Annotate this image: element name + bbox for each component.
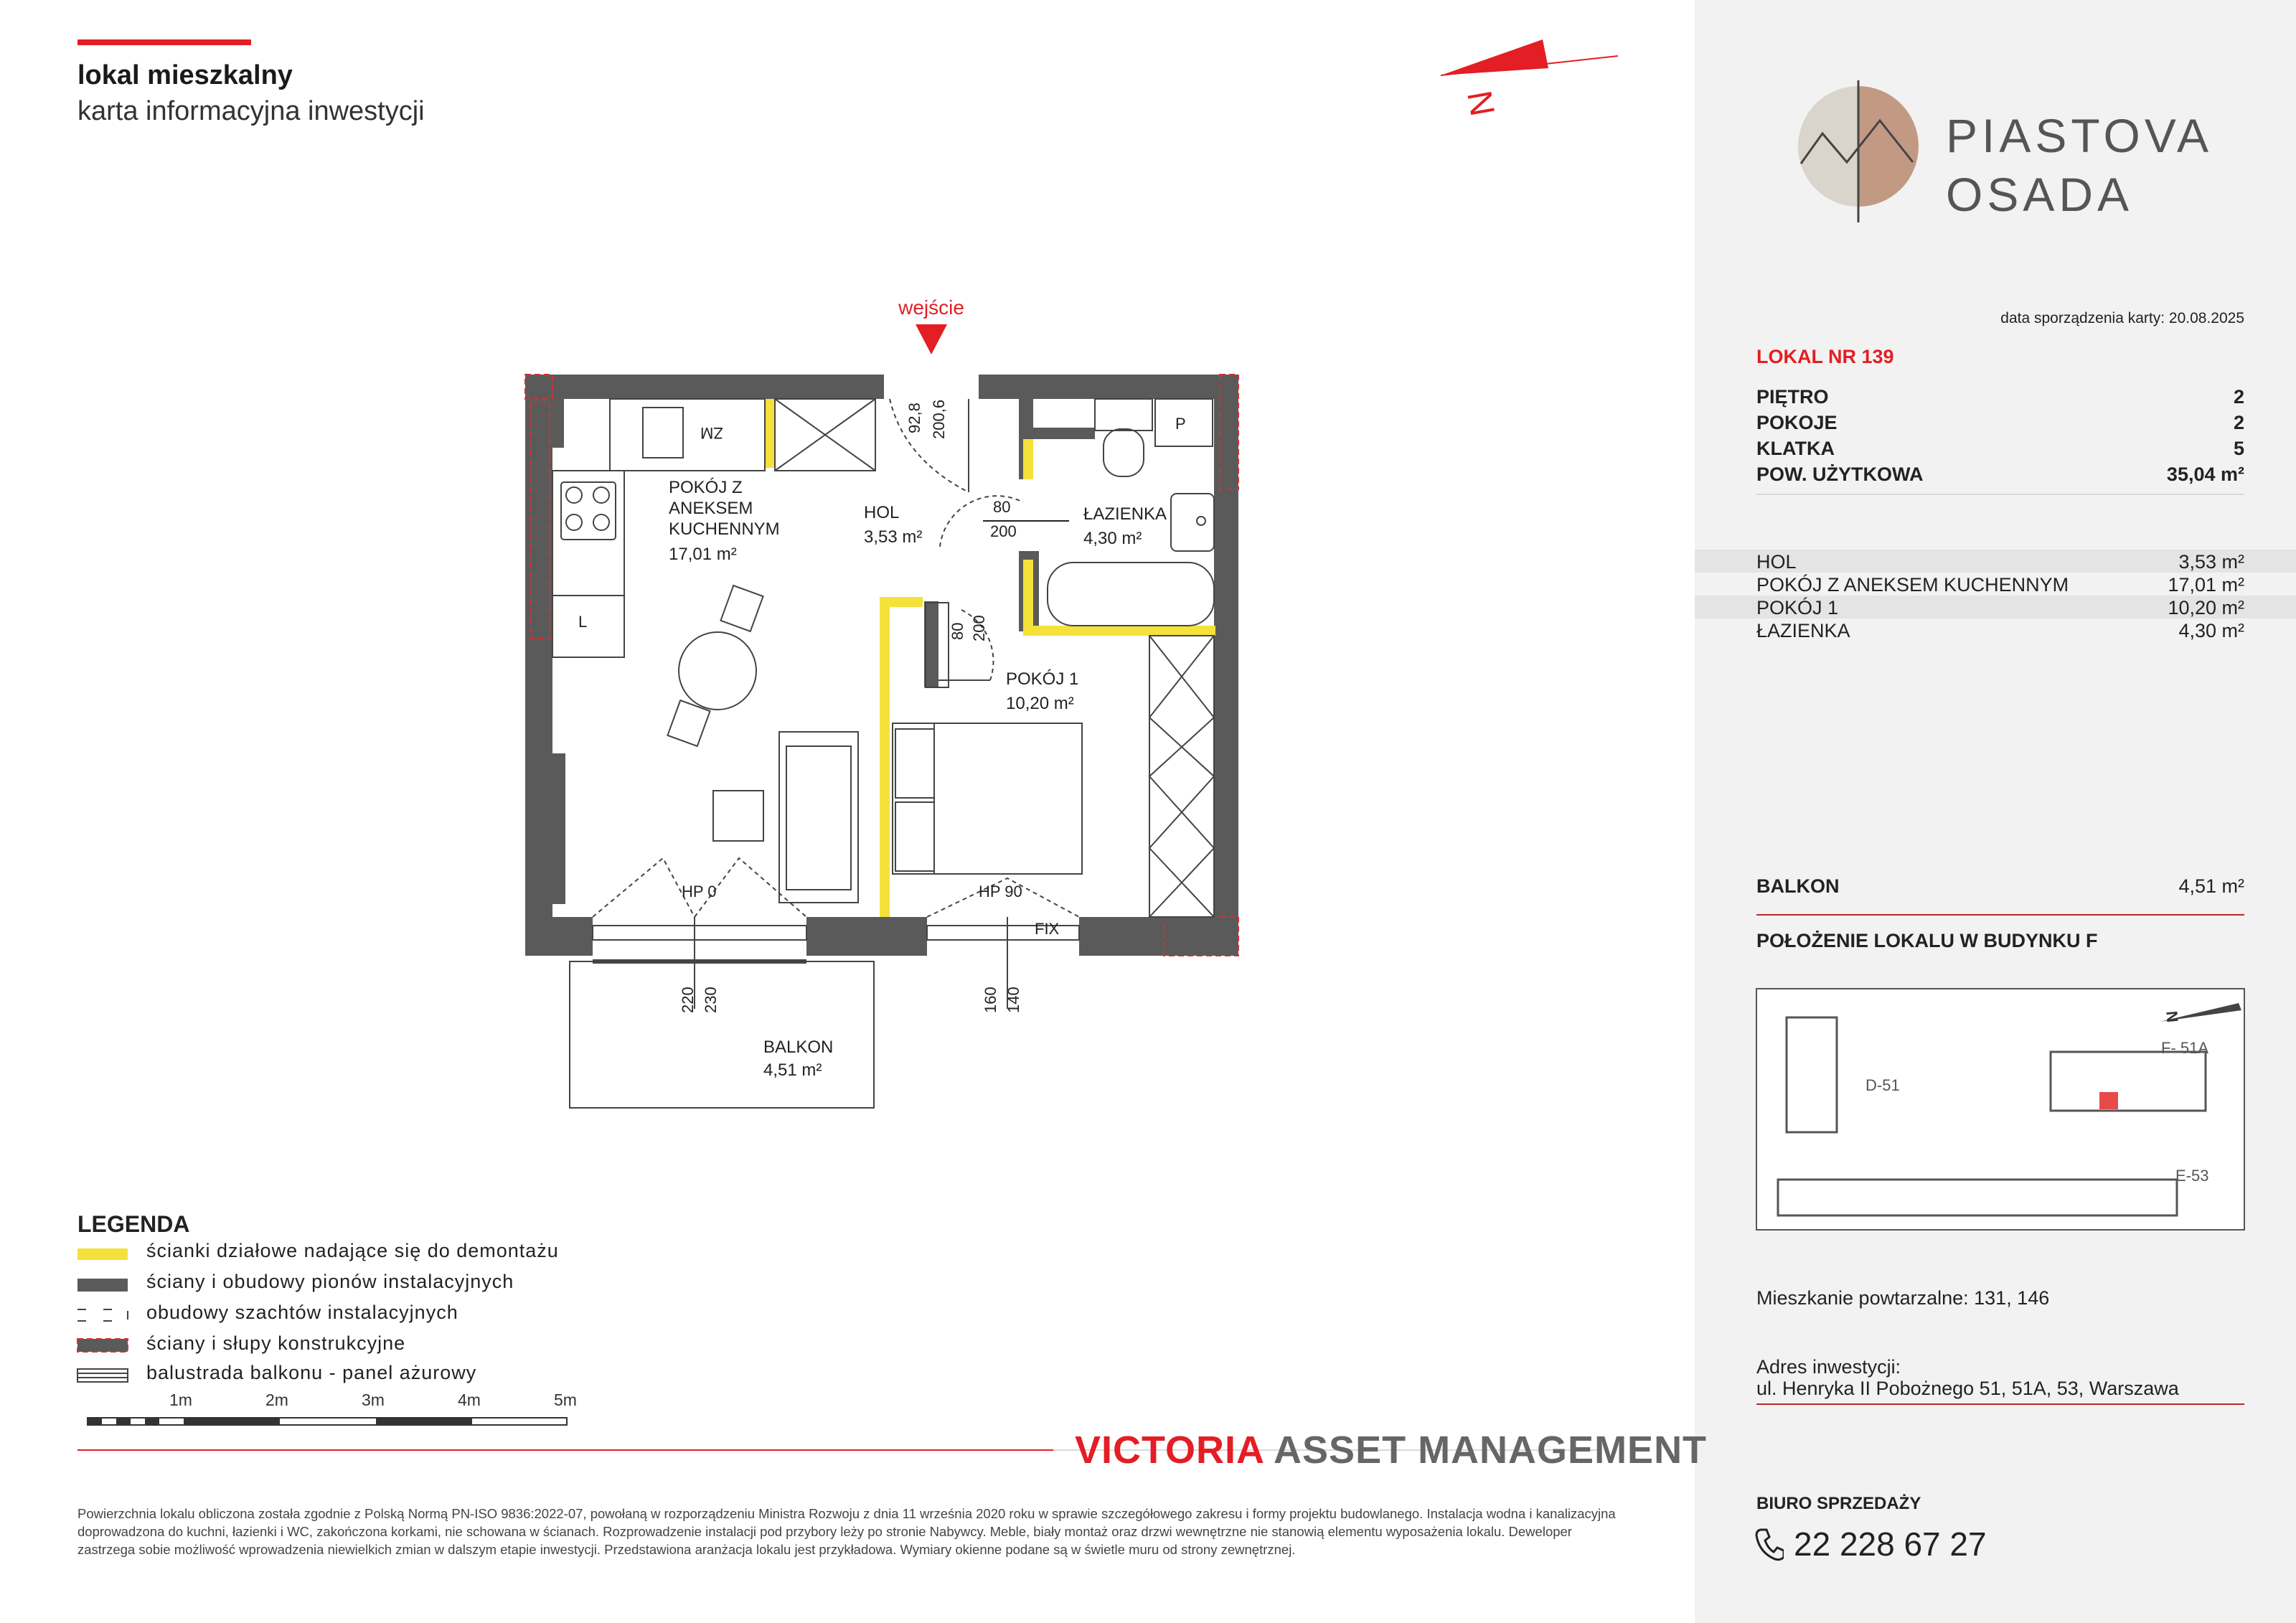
brand-name bbox=[1946, 106, 2213, 224]
scale-label: 5m bbox=[554, 1391, 577, 1409]
room-area: 3,53 m² bbox=[864, 527, 923, 547]
scale-bar bbox=[88, 1418, 567, 1425]
area-row: POKÓJ Z ANEKSEM KUCHENNYM 17,01 m² bbox=[1756, 574, 2244, 596]
room-label-bedroom bbox=[1006, 667, 1078, 716]
divider bbox=[1756, 1403, 2244, 1405]
page-title: lokal mieszkalny bbox=[77, 60, 293, 90]
site-north-label: N bbox=[2163, 1010, 2182, 1024]
fridge-label: L bbox=[578, 613, 588, 631]
sales-office-label: BIURO SPRZEDAŻY bbox=[1756, 1494, 1921, 1513]
dim-room-height: 200 bbox=[970, 615, 988, 641]
room-name-line: KUCHENNYM bbox=[669, 519, 780, 539]
developer-logo bbox=[1075, 1428, 1707, 1472]
balcony-row: BALKON 4,51 m² bbox=[1756, 875, 2244, 897]
room-area: 4,51 m² bbox=[763, 1060, 822, 1080]
shower-label: P bbox=[1175, 415, 1186, 433]
spec-row: POW. UŻYTKOWA 35,04 m² bbox=[1756, 464, 2244, 485]
dim-entry-height: 200,6 bbox=[930, 399, 948, 439]
scale-label: 3m bbox=[362, 1391, 385, 1409]
dim-entry-width: 92,8 bbox=[905, 403, 923, 433]
phone-number[interactable]: 22 228 67 27 bbox=[1794, 1525, 1987, 1563]
area-row: HOL 3,53 m² bbox=[1756, 551, 2244, 573]
site-label-e: E-53 bbox=[2175, 1167, 2209, 1185]
room-label-bathroom bbox=[1083, 502, 1167, 551]
brand-line: PIASTOVA bbox=[1946, 109, 2213, 162]
compass-label: N bbox=[1461, 88, 1503, 119]
legend-swatch-railing bbox=[77, 1369, 128, 1382]
legend-title: LEGENDA bbox=[77, 1211, 190, 1237]
address: ul. Henryka II Pobożnego 51, 51A, 53, Warszawa bbox=[1756, 1378, 2179, 1399]
legend-swatch-shaft bbox=[77, 1309, 128, 1321]
fixed-window-label: FIX bbox=[1035, 920, 1060, 938]
room-name-line: HOL bbox=[864, 503, 900, 522]
room-name-line: POKÓJ Z bbox=[669, 478, 743, 497]
location-title: POŁOŻENIE LOKALU W BUDYNKU F bbox=[1756, 930, 2098, 951]
entrance-arrow-icon bbox=[916, 324, 947, 354]
page-subtitle: karta informacyjna inwestycji bbox=[77, 96, 425, 126]
divider bbox=[1756, 494, 2244, 495]
room-area: 10,20 m² bbox=[1006, 694, 1074, 713]
room-label-living bbox=[669, 477, 780, 565]
dim-bath-width: 80 bbox=[993, 498, 1011, 516]
spec-row: POKOJE 2 bbox=[1756, 412, 2244, 433]
developer-name-red: VICTORIA bbox=[1075, 1429, 1264, 1472]
room-label-balcony bbox=[763, 1036, 833, 1082]
dim-balcony-door1-a: 220 bbox=[679, 987, 697, 1013]
brand-logo-icon bbox=[1798, 80, 1919, 222]
unit-title: LOKAL NR 139 bbox=[1756, 346, 1894, 367]
legend-swatch-demolish bbox=[77, 1248, 128, 1260]
area-row: POKÓJ 1 10,20 m² bbox=[1756, 597, 2244, 618]
site-label-f: F- 51A bbox=[2161, 1039, 2209, 1057]
brand-line: OSADA bbox=[1946, 168, 2134, 221]
phone-icon bbox=[1755, 1527, 1784, 1561]
site-label-d: D-51 bbox=[1866, 1076, 1900, 1094]
disclaimer: Powierzchnia lokalu obliczona została zgodnie z Polską Normą PN-ISO 9836:2022-07, powołaną w rozporządzeniu Ministra Rozwoju z dnia 11 września 2020 roku w sprawie szczegółowego zakresu i formy projektu budowlanego. Instalacja wodna i kanalizacyjna doprowadzona do kuchni, łazienki i WC, zakończona korkami, nie schowana w ścianach. Rozprowadzenie instalacji pod przybory leży po stronie Nabywcy. Meble, biały montaż oraz drzwi wewnętrzne nie stanowią elementu wyposażenia lokalu. Deweloper zastrzega sobie możliwość wprowadzenia niewielkich zmian w dalszym etapie inwestycji. Przedstawiona aranżacja lokalu jest przykładowa. Wymiary okienne podane są w świetle muru od strony zewnętrznej. bbox=[77, 1506, 1616, 1557]
developer-name-rest: ASSET MANAGEMENT bbox=[1274, 1429, 1708, 1472]
address-label: Adres inwestycji: bbox=[1756, 1356, 1901, 1378]
divider bbox=[1756, 914, 2244, 916]
washer-label: ZM bbox=[700, 424, 723, 442]
legend-swatches bbox=[77, 1248, 128, 1382]
room-area: 4,30 m² bbox=[1083, 529, 1142, 548]
legend-swatch-installation bbox=[77, 1279, 128, 1292]
room-label-hall bbox=[864, 501, 922, 550]
dim-balcony-door2-a: 160 bbox=[982, 987, 999, 1013]
dim-bath-height: 200 bbox=[990, 522, 1017, 540]
demolishable-walls bbox=[765, 399, 1215, 917]
compass-icon bbox=[1441, 39, 1618, 118]
date-label: data sporządzenia karty: 20.08.2025 bbox=[2000, 310, 2244, 326]
legend-swatch-structural bbox=[77, 1339, 128, 1352]
spec-row: PIĘTRO 2 bbox=[1756, 386, 2244, 408]
room-name-line: ŁAZIENKA bbox=[1083, 504, 1167, 524]
sill-height-1: HP 0 bbox=[682, 883, 717, 900]
scale-label: 1m bbox=[169, 1391, 192, 1409]
spec-row: KLATKA 5 bbox=[1756, 438, 2244, 459]
dim-balcony-door1-b: 230 bbox=[702, 987, 720, 1013]
room-name-line: POKÓJ 1 bbox=[1006, 669, 1079, 689]
sill-height-2: HP 90 bbox=[979, 883, 1022, 900]
site-map bbox=[1756, 989, 2244, 1230]
entrance-label: wejście bbox=[898, 296, 964, 319]
scale-label: 2m bbox=[265, 1391, 288, 1409]
dim-balcony-door2-b: 140 bbox=[1004, 987, 1022, 1013]
room-area: 17,01 m² bbox=[669, 545, 737, 564]
repeat-units: Mieszkanie powtarzalne: 131, 146 bbox=[1756, 1287, 2050, 1309]
area-row: ŁAZIENKA 4,30 m² bbox=[1756, 620, 2244, 641]
room-name-line: BALKON bbox=[763, 1038, 834, 1057]
room-name-line: ANEKSEM bbox=[669, 499, 753, 518]
scale-label: 4m bbox=[458, 1391, 481, 1409]
dim-room-width: 80 bbox=[949, 622, 966, 640]
